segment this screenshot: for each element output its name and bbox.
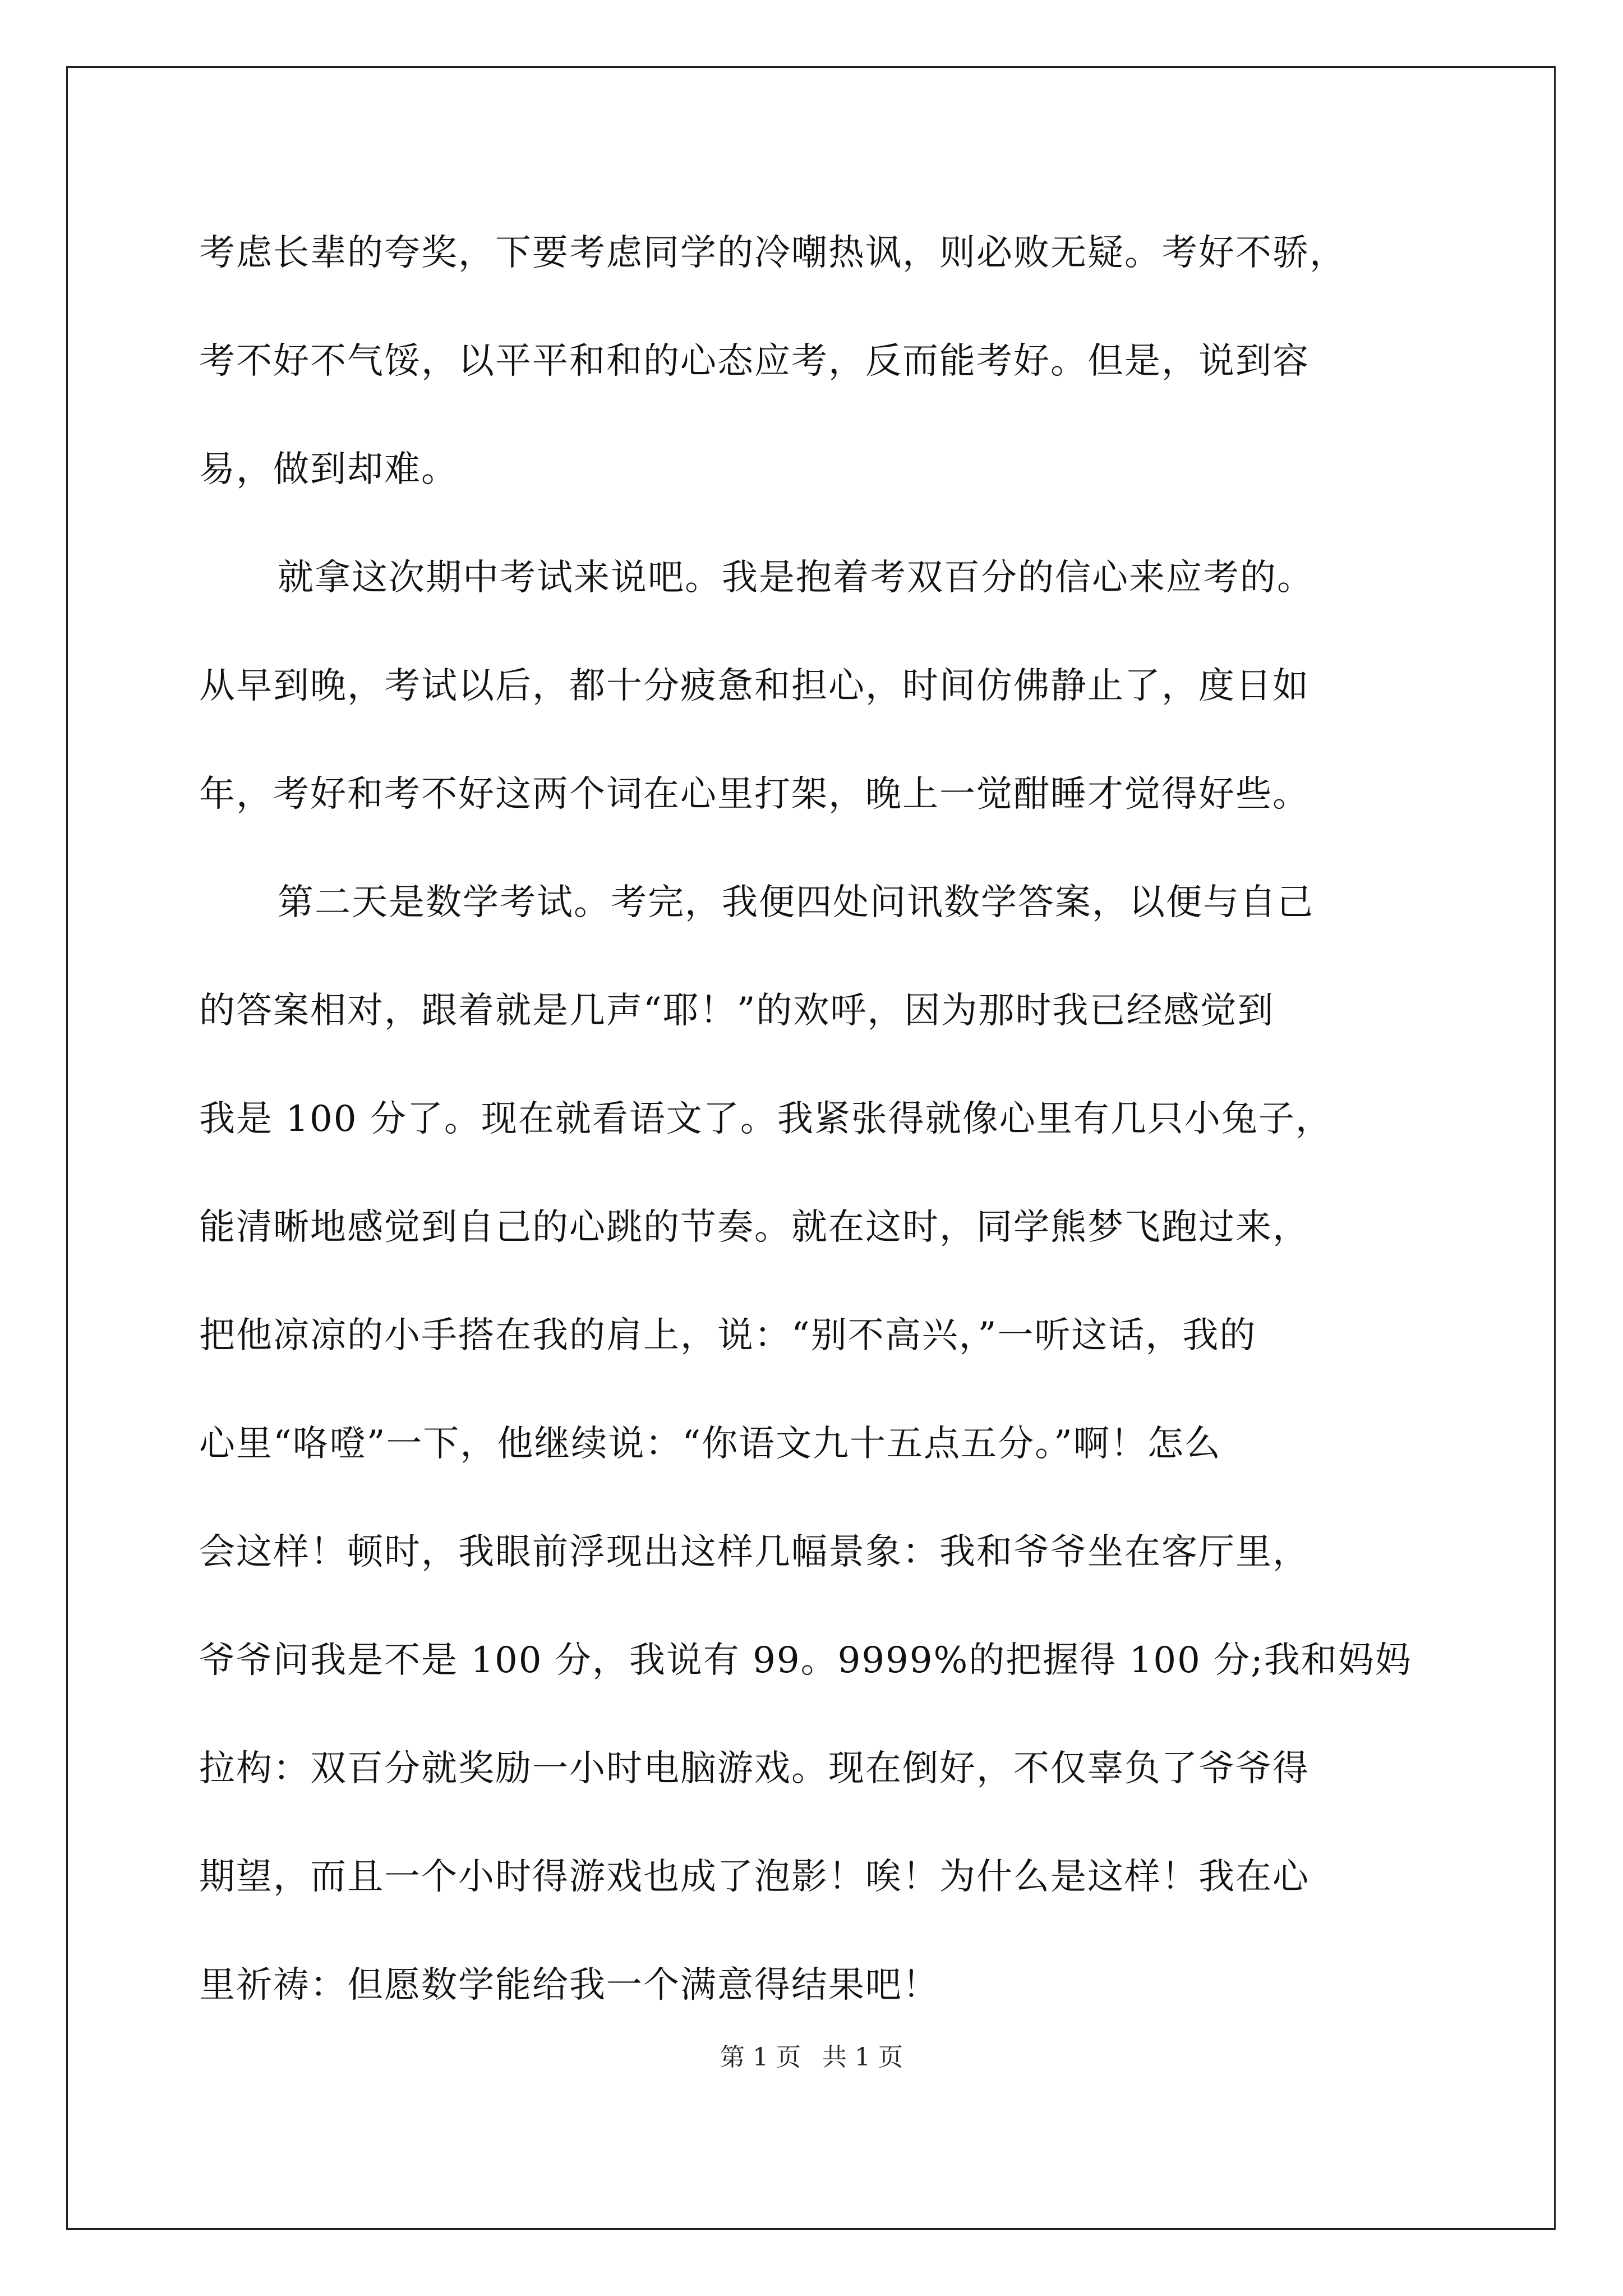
text-line: 从早到晚，考试以后，都十分疲惫和担心，时间仿佛静止了，度日如 <box>199 665 1310 707</box>
paragraph-2 <box>199 524 1433 849</box>
text-line: 会这样！顿时，我眼前浮现出这样几幅景象：我和爷爷坐在客厅里， <box>199 1531 1310 1573</box>
text-line: 的答案相对，跟着就是几声“耶！”的欢呼，因为那时我已经感觉到 <box>199 990 1275 1032</box>
text-line: 考虑长辈的夸奖，下要考虑同学的冷嘲热讽，则必败无疑。考好不骄， <box>199 232 1347 274</box>
text-line: 易，做到却难。 <box>199 449 458 490</box>
text-line: 期望，而且一个小时得游戏也成了泡影！唉！为什么是这样！我在心 <box>199 1856 1310 1898</box>
page-total: 共 1 页 <box>822 2043 903 2072</box>
text-line: 考不好不气馁，以平平和和的心态应考，反而能考好。但是，说到容 <box>199 341 1310 382</box>
paragraph-3 <box>199 849 1433 2040</box>
paragraph-1 <box>199 199 1433 524</box>
text-line: 拉构：双百分就奖励一小时电脑游戏。现在倒好，不仅辜负了爷爷得 <box>199 1748 1310 1789</box>
text-line: 就拿这次期中考试来说吧。我是抱着考双百分的信心来应考的。 <box>278 557 1314 599</box>
text-line: 年，考好和考不好这两个词在心里打架，晚上一觉酣睡才觉得好些。 <box>199 774 1310 815</box>
text-line: 第二天是数学考试。考完，我便四处问讯数学答案，以便与自己 <box>278 882 1314 923</box>
text-line: 能清晰地感觉到自己的心跳的节奏。就在这时，同学熊梦飞跑过来， <box>199 1207 1310 1248</box>
text-line: 我是 100 分了。现在就看语文了。我紧张得就像心里有几只小兔子， <box>199 1098 1332 1140</box>
page-number: 第 1 页 <box>720 2043 801 2072</box>
document-body <box>199 199 1433 2040</box>
text-line: 心里“咯噔”一下，他继续说：“你语文九十五点五分。”啊！怎么 <box>199 1423 1221 1465</box>
text-line: 把他凉凉的小手搭在我的肩上，说：“别不高兴，”一听这话，我的 <box>199 1315 1257 1356</box>
text-line: 爷爷问我是不是 100 分，我说有 99。9999%的把握得 100 分;我和妈妈 <box>199 1640 1412 1681</box>
text-line: 里祈祷：但愿数学能给我一个满意得结果吧！ <box>199 1964 939 2006</box>
page-footer <box>0 2041 1623 2074</box>
